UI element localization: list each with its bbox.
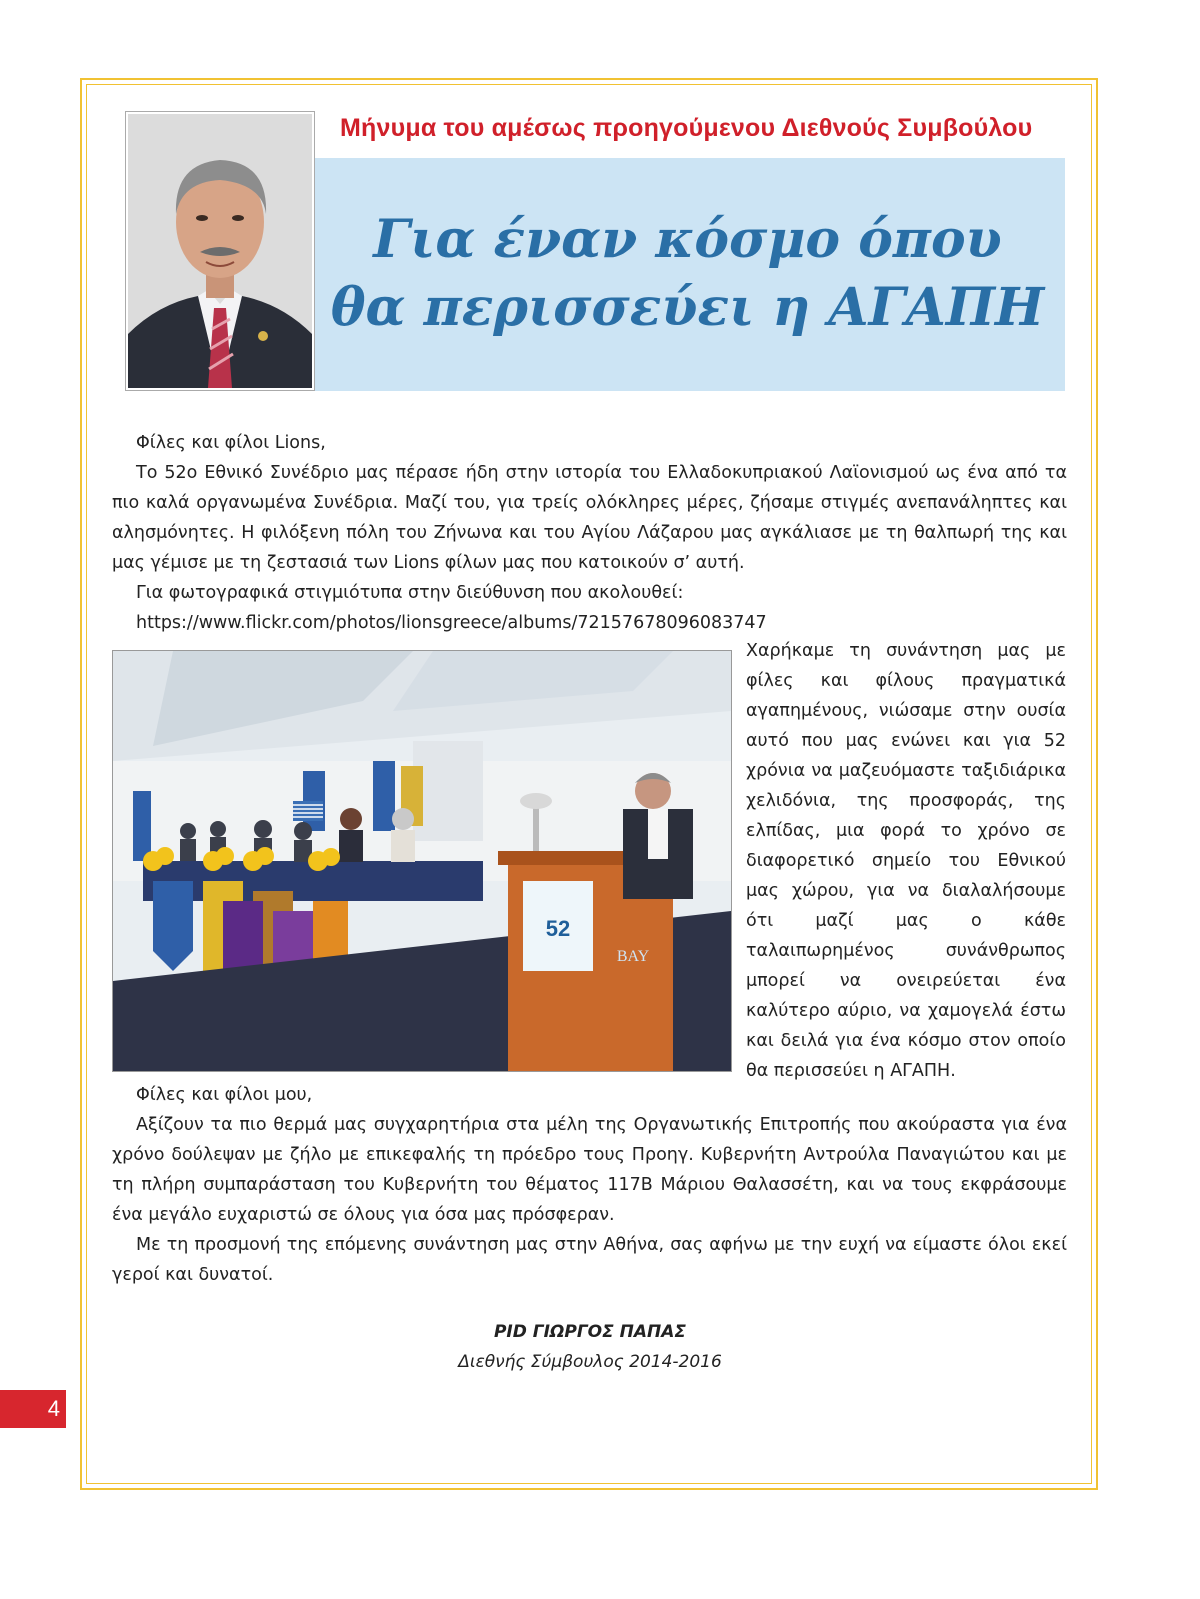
paragraph-photos: Για φωτογραφικά στιγμιότυπα στην διεύθυνση που ακολουθεί: — [136, 583, 684, 603]
podium-brand-text: BAY — [616, 948, 650, 965]
greeting-friends: Φίλες και φίλοι μου, — [136, 1085, 313, 1105]
congress-photo — [112, 650, 732, 1072]
page-number-badge — [0, 1390, 66, 1428]
title-line-2: θα περισσεύει η ΑΓΑΠΗ — [330, 277, 1045, 338]
signature-title: Διεθνής Σύμβουλος 2014-2016 — [458, 1352, 722, 1372]
photos-link[interactable]: https://www.flickr.com/photos/lionsgreece/albums/72157678096083747 — [136, 613, 767, 633]
paragraph-thanks: Αξίζουν τα πιο θερμά μας συγχαρητήρια στα μέλη της Οργανωτικής Επιτροπής που ακούραστα για ένα χρόνο δούλεψαν με ζήλο με επικεφαλής τη πρόεδρο τους Προηγ. Κυβερνήτη Αντρούλα Παναγιώτου και με τη πλήρη συμπαράσταση του Κυβερνήτη του θέματος 117Β Μάριου Θαλασσέτη, και να τους εκφράσουμε ένα μεγάλο ευχαριστώ σε όλους για όσα μας πρόσφεραν. — [112, 1115, 1067, 1225]
signature-name: PID ΓΙΩΡΓΟΣ ΠΑΠΑΣ — [493, 1322, 687, 1342]
side-paragraph: Χαρήκαμε τη συνάντηση μας με φίλες και φίλους πραγματικά αγαπημένους, νιώσαμε στην ουσία αυτό που μας ενώνει και για 52 χρόνια να μαζευόμαστε ταξιδιάρικα χελιδόνια, της προσφοράς, της ελπίδας, μια φορά το χρόνο σε διαφορετικό σημείο του Εθνικού μας χώρου, για να διαλαλήσουμε ότι μαζί μας ο κάθε ταλαιπωρημένος συνάνθρωπος μπορεί να ονειρεύεται ένα καλύτερο αύριο, να χαμογελά έστω και δειλά για ένα κόσμο στον οποίο θα περισσεύει η ΑΓΑΠΗ. — [746, 641, 1066, 1081]
section-heading: Μήνυμα του αμέσως προηγούμενου Διεθνούς Συμβούλου — [340, 114, 1033, 142]
paragraph-congress: Το 52ο Εθνικό Συνέδριο μας πέρασε ήδη στην ιστορία του Ελλαδοκυπριακού Λαϊονισμού ως ένα από τα πιο καλά οργανωμένα Συνέδρια. Μαζί του, για τρείς ολόκληρες μέρες, ζήσαμε στιγμές ανεπανάληπτες και αλησμόνητες. Η φιλόξενη πόλη του Ζήνωνα και του Αγίου Λάζαρου μας αγκάλιασε με τη θαλπωρή της και μας γέμισε με τη ζεστασιά των Lions φίλων μας που κατοικούν σ’ αυτή. — [112, 463, 1067, 573]
paragraph-closing: Με τη προσμονή της επόμενης συνάντηση μας στην Αθήνα, σας αφήνω με την ευχή να είμαστε όλοι εκεί γεροί και δυνατοί. — [112, 1235, 1067, 1285]
page-number: 4 — [47, 1396, 60, 1421]
podium-sign-number: 52 — [545, 916, 571, 941]
title-line-1: Για έναν κόσμο όπου — [373, 209, 1002, 270]
article-title — [310, 206, 1065, 342]
portrait-photo — [126, 112, 314, 390]
greeting-lions: Φίλες και φίλοι Lions, — [136, 433, 326, 453]
